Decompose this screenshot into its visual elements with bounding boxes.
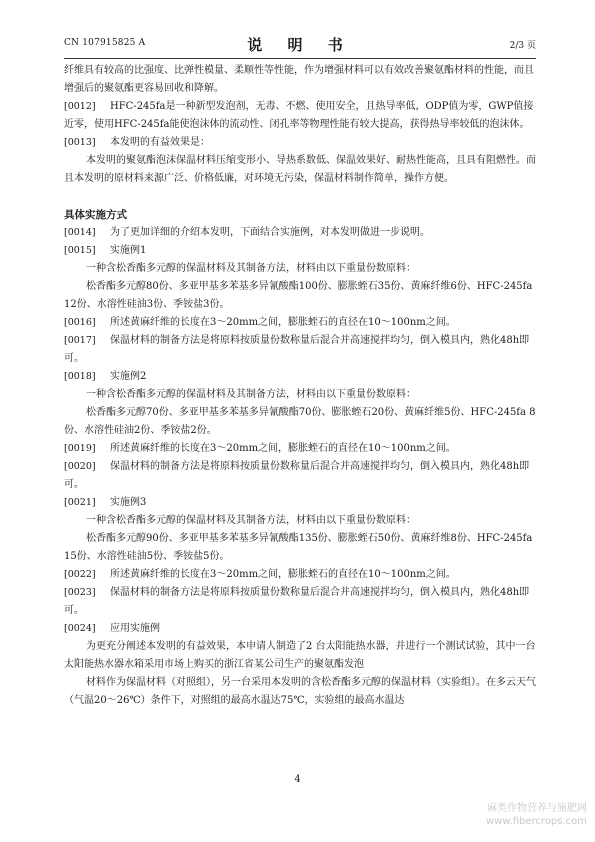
page-indicator: 2/3 页 [509,41,536,51]
paragraph-text: 为了更加详细的介绍本发明，下面结合实施例，对本发明做进一步说明。 [110,227,430,238]
body-paragraph: 松香酯多元醇70份、多亚甲基多苯基多异氰酸酯70份、膨胀蛭石20份、黄麻纤维5份、HFC-245fa 8份、水溶性硅油2份、季铵盐2份。 [64,407,536,436]
document-body [64,62,536,710]
paragraph-number: [0012] [64,101,96,112]
numbered-paragraph [64,332,536,368]
paragraph-number: [0013] [64,137,96,148]
body-paragraph: 本发明的聚氨酯泡沫保温材料压缩变形小、导热系数低、保温效果好、耐热性能高，且具有阻燃性。而且本发明的原材料来源广泛、价格低廉，对环境无污染，保温材料制作简单，操作方便。 [64,155,536,184]
body-paragraph: 一种含松香酯多元醇的保温材料及其制备方法，材料由以下重量份数原料： [86,389,416,400]
numbered-paragraph [64,134,536,152]
watermark [486,802,587,828]
paragraph-text: 所述黄麻纤维的长度在3～20mm之间，膨胀蛭石的直径在10～100nm之间。 [110,317,456,328]
paragraph-number: [0022] [64,569,96,580]
paragraph-text: 本发明的有益效果是： [110,137,210,148]
paragraph-text: HFC-245fa是一种新型发泡剂，无毒、不燃、使用安全，且热导率低，ODP值为零，GWP值接近零，使用HFC-245fa能使泡沫体的流动性、闭孔率等物理性能有较大提高，获得热导率较低的泡沫体。 [64,101,534,130]
body-paragraph: 松香酯多元醇90份、多亚甲基多苯基多异氰酸酯135份、膨胀蛭石50份、黄麻纤维8份、HFC-245fa 15份、水溶性硅油5份、季铵盐5份。 [64,533,533,562]
watermark-url: www.fibercrops.com [485,816,587,827]
paragraph-text: 所述黄麻纤维的长度在3～20mm之间，膨胀蛭石的直径在10～100nm之间。 [110,569,456,580]
paragraph-text: 所述黄麻纤维的长度在3～20mm之间，膨胀蛭石的直径在10～100nm之间。 [110,443,456,454]
numbered-paragraph [64,458,536,494]
paragraph-number: [0024] [64,623,96,634]
paragraph-number: [0018] [64,371,96,382]
paragraph-text: 应用实施例 [110,623,160,634]
document-title: 说 明 书 [247,36,353,54]
patent-number: CN 107915825 A [64,38,146,48]
paragraph-number: [0019] [64,443,96,454]
paragraph-number: [0023] [64,587,96,598]
paragraph-number: [0021] [64,497,96,508]
paragraph-number: [0014] [64,227,96,238]
numbered-paragraph [64,584,536,620]
numbered-paragraph [64,440,536,458]
paragraph-number: [0015] [64,245,96,256]
paragraph-text: 保温材料的制备方法是将原料按质量份数称量后混合并高速搅拌均匀，倒入模具内，熟化48h即可。 [64,587,530,616]
watermark-site-name: 麻类作物营养与施肥网 [487,803,587,814]
paragraph-number: [0016] [64,317,96,328]
numbered-paragraph [64,242,536,260]
page-header [64,34,536,56]
paragraph-number: [0020] [64,461,96,472]
numbered-paragraph [64,98,536,134]
page-number: 4 [294,774,301,785]
paragraph-text: 保温材料的制备方法是将原料按质量份数称量后混合并高速搅拌均匀，倒入模具内，熟化48h即可。 [64,461,530,490]
paragraph-text: 保温材料的制备方法是将原料按质量份数称量后混合并高速搅拌均匀，倒入模具内，熟化48h即可。 [64,335,530,364]
header-rule [64,58,536,59]
numbered-paragraph [64,368,536,386]
paragraph-number: [0017] [64,335,96,346]
body-paragraph: 为更充分阐述本发明的有益效果，本申请人制造了2 台太阳能热水器，并进行一个测试试验，其中一台太阳能热水器水箱采用市场上购买的浙江省某公司生产的聚氨酯发泡 [64,641,536,670]
body-paragraph: 纤维具有较高的比强度、比弹性模量、柔顺性等性能，作为增强材料可以有效改善聚氨酯材料的性能，而且增强后的聚氨酯更容易回收和降解。 [64,65,534,94]
body-paragraph: 松香酯多元醇80份、多亚甲基多苯基多异氰酸酯100份、膨胀蛭石35份、黄麻纤维6份、HFC-245fa 12份、水溶性硅油3份、季铵盐3份。 [64,281,533,310]
body-paragraph: 材料作为保温材料（对照组），另一台采用本发明的含松香酯多元醇的保温材料（实验组）。在多云天气（气温20～26℃）条件下，对照组的最高水温达75℃，实验组的最高水温达 [64,677,536,706]
body-paragraph: 一种含松香酯多元醇的保温材料及其制备方法，材料由以下重量份数原料： [86,263,416,274]
numbered-paragraph [64,314,536,332]
paragraph-text: 实施例3 [110,497,147,508]
numbered-paragraph [64,494,536,512]
paragraph-text: 实施例2 [110,371,147,382]
numbered-paragraph [64,566,536,584]
numbered-paragraph [64,224,536,242]
numbered-paragraph [64,620,536,638]
section-heading: 具体实施方式 [64,209,127,221]
paragraph-text: 实施例1 [110,245,147,256]
body-paragraph: 一种含松香酯多元醇的保温材料及其制备方法，材料由以下重量份数原料： [86,515,416,526]
